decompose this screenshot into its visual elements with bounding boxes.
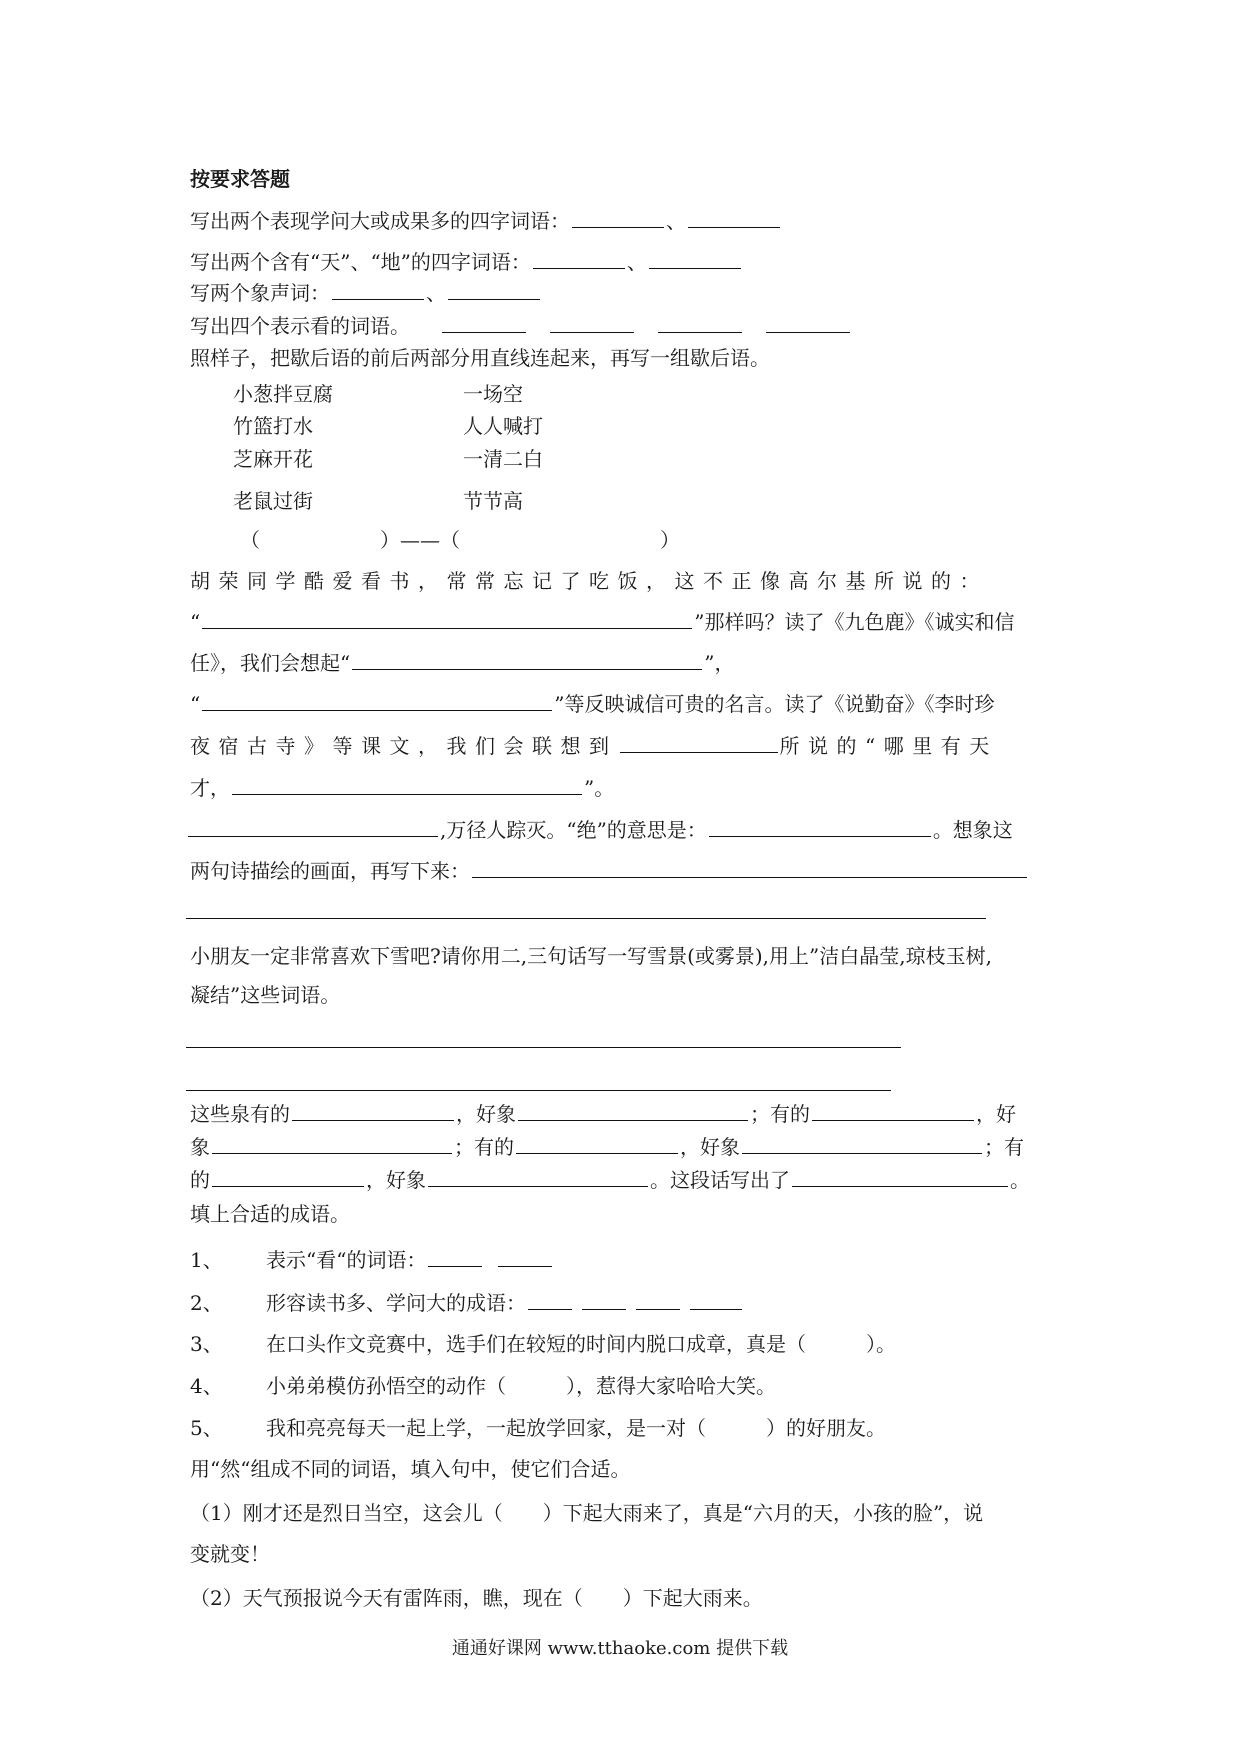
answer-blank[interactable] <box>658 314 742 333</box>
answer-blank[interactable] <box>649 250 741 269</box>
answer-blank[interactable] <box>528 1291 572 1310</box>
question-text: 写出两个含有“天”、“地”的四字词语： <box>190 250 531 274</box>
quote-line <box>190 650 734 676</box>
idiom-item <box>190 1247 554 1273</box>
quote-text: ”等反映诚信可贵的名言。读了《说勤奋》《李时珍 <box>554 692 995 716</box>
quote-line <box>190 775 614 801</box>
section-heading: 按要求答题 <box>190 167 290 191</box>
xiehouyu-left-item: 芝麻开花 <box>233 447 313 471</box>
answer-line[interactable] <box>186 1047 901 1048</box>
quote-mark: “ <box>190 692 201 716</box>
idiom-item <box>190 1331 896 1357</box>
spring-text: 象 <box>190 1135 210 1159</box>
spring-question-line <box>190 1101 1016 1127</box>
xiehouyu-right-item: 节节高 <box>463 489 523 513</box>
answer-blank[interactable] <box>766 314 850 333</box>
ran-sentence: （1）刚才还是烈日当空，这会儿（ ）下起大雨来了，真是“六月的天，小孩的脸”，说 <box>190 1501 984 1525</box>
answer-blank[interactable] <box>472 859 1027 878</box>
answer-blank[interactable] <box>709 818 931 837</box>
answer-blank[interactable] <box>582 1291 626 1310</box>
question-tian-di-words <box>190 249 743 275</box>
question-text: 写出四个表示看的词语。 <box>190 314 410 338</box>
answer-blank[interactable] <box>498 1248 552 1267</box>
spring-question-line <box>190 1134 1024 1160</box>
answer-line[interactable] <box>186 918 986 919</box>
spring-text: 的 <box>190 1168 210 1192</box>
spring-text: ，好象 <box>456 1102 516 1126</box>
question-look-words <box>190 313 852 339</box>
item-number: 4、 <box>190 1374 223 1398</box>
ran-sentence: （2）天气预报说今天有雷阵雨，瞧，现在（ ）下起大雨来。 <box>190 1586 763 1610</box>
xiehouyu-left-item: 小葱拌豆腐 <box>233 382 333 406</box>
spring-text: ，好 <box>976 1102 1016 1126</box>
idiom-item <box>190 1373 776 1399</box>
page-footer: 通通好课网 www.tthaoke.com 提供下载 <box>451 1638 789 1659</box>
ran-sentence: 变就变！ <box>190 1542 270 1566</box>
item-number: 2、 <box>190 1291 223 1315</box>
answer-blank[interactable] <box>572 209 664 228</box>
answer-blank[interactable] <box>442 314 526 333</box>
poem-text: 两句诗描绘的画面，再写下来： <box>190 859 470 883</box>
item-text: 在口头作文竞赛中，选手们在较短的时间内脱口成章，真是（ ）。 <box>266 1332 896 1356</box>
answer-blank[interactable] <box>352 651 702 670</box>
idiom-section-title: 填上合适的成语。 <box>190 1202 350 1226</box>
answer-blank[interactable] <box>212 1168 364 1187</box>
question-four-char-learning <box>190 208 782 234</box>
snow-question-line: 凝结”这些词语。 <box>190 983 341 1007</box>
answer-blank[interactable] <box>792 1168 1008 1187</box>
answer-line[interactable] <box>186 1090 891 1091</box>
answer-blank[interactable] <box>232 776 582 795</box>
answer-blank[interactable] <box>516 1135 678 1154</box>
quote-text: ”。 <box>584 776 615 800</box>
question-xiehouyu: 照样子，把歇后语的前后两部分用直线连起来，再写一组歇后语。 <box>190 346 770 370</box>
spring-question-line <box>190 1167 1030 1193</box>
spring-text: ；有 <box>984 1135 1024 1159</box>
quote-text: ”那样吗？读了《九色鹿》《诚实和信 <box>694 610 1015 634</box>
xiehouyu-right-item: 人人喊打 <box>463 414 543 438</box>
quote-text: 才， <box>190 776 230 800</box>
answer-blank[interactable] <box>812 1102 974 1121</box>
quote-line: 胡荣同学酷爱看书，常常忘记了吃饭，这不正像高尔基所说的： <box>190 569 988 593</box>
answer-blank[interactable] <box>428 1168 648 1187</box>
item-text: 小弟弟模仿孙悟空的动作（ ），惹得大家哈哈大笑。 <box>266 1374 776 1398</box>
idiom-item <box>190 1415 886 1441</box>
xiehouyu-left-item: 竹篮打水 <box>233 414 313 438</box>
answer-blank[interactable] <box>620 734 778 753</box>
quote-text: 任》，我们会想起“ <box>190 651 351 675</box>
spring-text: 。 <box>1010 1168 1030 1192</box>
answer-blank[interactable] <box>636 1291 680 1310</box>
question-onomatopoeia <box>190 280 542 306</box>
item-text: 我和亮亮每天一起上学，一起放学回家，是一对（ ）的好朋友。 <box>266 1416 886 1440</box>
spring-text: ；有的 <box>454 1135 514 1159</box>
answer-blank[interactable] <box>690 1291 742 1310</box>
snow-question-line: 小朋友一定非常喜欢下雪吧?请你用二,三句话写一写雪景(或雾景),用上”洁白晶莹,琼枝玉树, <box>190 944 992 968</box>
spring-text: 这些泉有的 <box>190 1102 290 1126</box>
item-text: 表示“看“的词语： <box>266 1248 427 1272</box>
answer-blank[interactable] <box>202 692 552 711</box>
item-number: 3、 <box>190 1332 223 1356</box>
idiom-item <box>190 1290 744 1316</box>
answer-blank[interactable] <box>550 314 634 333</box>
item-number: 5、 <box>190 1416 223 1440</box>
separator: 、 <box>626 250 647 274</box>
quote-mark: “ <box>190 610 201 634</box>
answer-blank[interactable] <box>202 610 692 629</box>
xiehouyu-left-item: 老鼠过街 <box>233 489 313 513</box>
answer-blank[interactable] <box>188 818 438 837</box>
answer-blank[interactable] <box>212 1135 452 1154</box>
quote-text: 夜宿古寺》等课文，我们会联想到 <box>190 734 618 758</box>
poem-question-line <box>190 858 1029 884</box>
answer-blank[interactable] <box>518 1102 748 1121</box>
answer-blank[interactable] <box>448 281 540 300</box>
spring-text: 。这段话写出了 <box>650 1168 790 1192</box>
question-text: 写出两个表现学问大或成果多的四字词语： <box>190 209 570 233</box>
spring-text: ；有的 <box>750 1102 810 1126</box>
answer-blank[interactable] <box>428 1248 482 1267</box>
quote-text: ”， <box>704 651 735 675</box>
quote-line <box>190 691 994 717</box>
quote-line <box>190 609 1014 635</box>
separator: 、 <box>426 281 446 305</box>
item-number: 1、 <box>190 1248 223 1272</box>
spring-text: ，好象 <box>366 1168 426 1192</box>
xiehouyu-right-item: 一场空 <box>463 382 523 406</box>
answer-blank[interactable] <box>742 1135 982 1154</box>
ran-section-title: 用“然“组成不同的词语，填入句中，使它们合适。 <box>190 1457 631 1481</box>
answer-blank[interactable] <box>533 250 625 269</box>
quote-line <box>190 733 998 759</box>
quote-text: 所说的“哪里有天 <box>779 734 998 758</box>
question-text: 写两个象声词： <box>190 281 330 305</box>
answer-blank[interactable] <box>292 1102 454 1121</box>
poem-text: 。想象这 <box>932 818 1013 842</box>
xiehouyu-blank-line[interactable]: （ ）——（ ） <box>240 528 680 552</box>
poem-question-line <box>186 817 1013 843</box>
answer-blank[interactable] <box>332 281 424 300</box>
item-text: 形容读书多、学问大的成语： <box>266 1291 526 1315</box>
poem-text: ,万径人踪灭。“绝”的意思是： <box>440 818 707 842</box>
spring-text: ，好象 <box>680 1135 740 1159</box>
answer-blank[interactable] <box>688 209 780 228</box>
separator: 、 <box>666 209 686 233</box>
xiehouyu-right-item: 一清二白 <box>463 447 543 471</box>
